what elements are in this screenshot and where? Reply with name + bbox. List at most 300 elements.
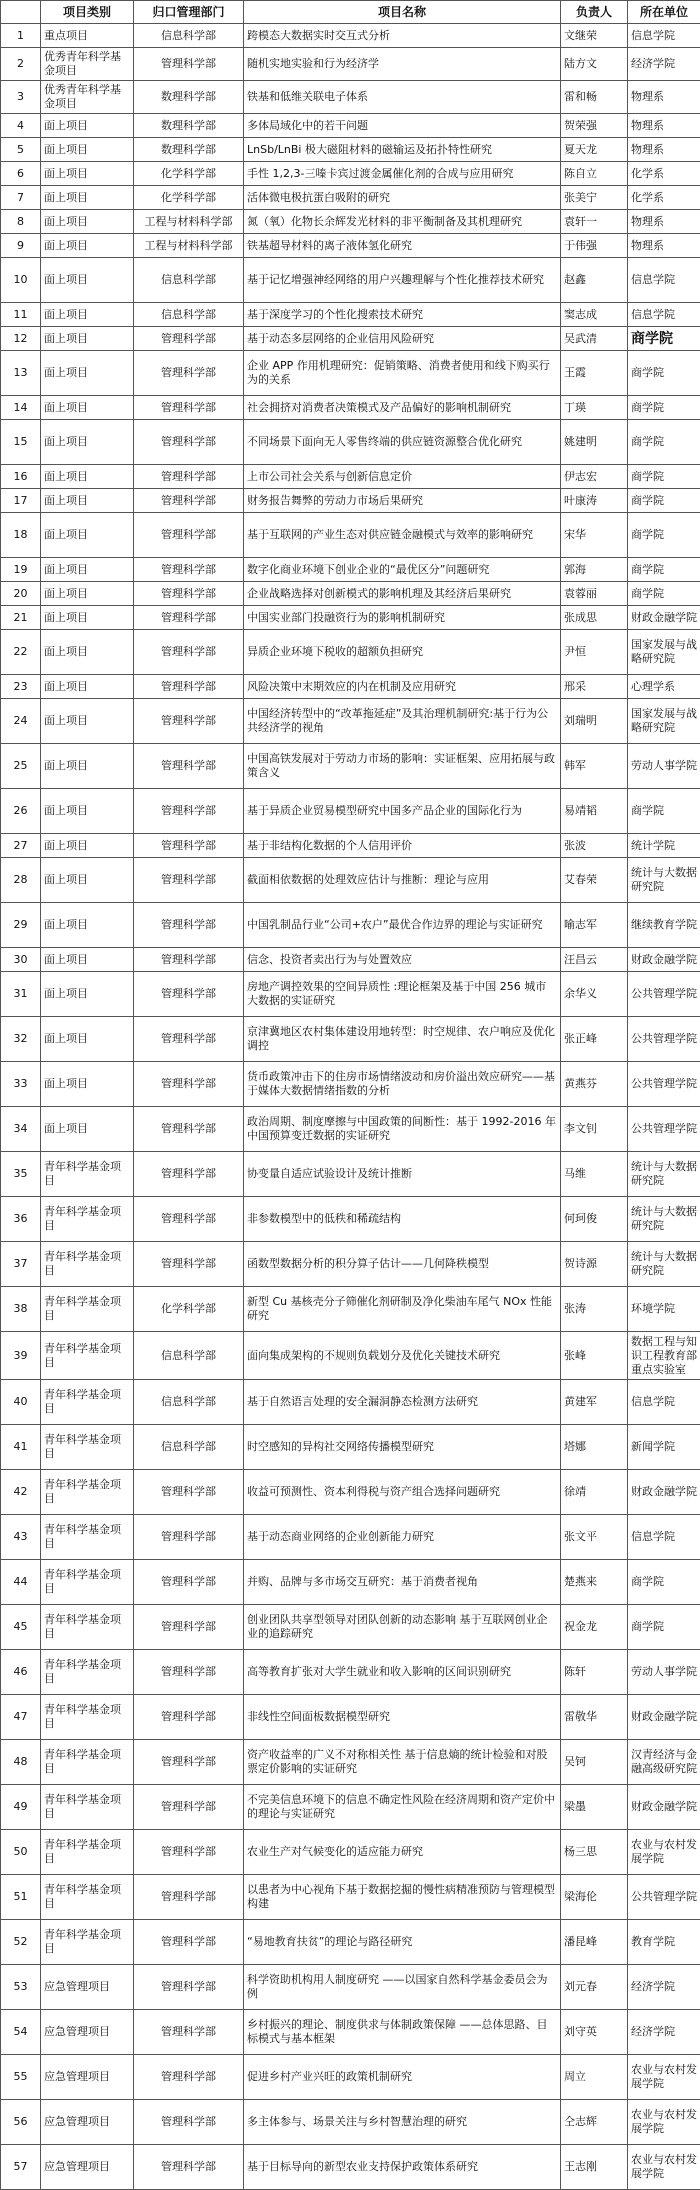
table-row xyxy=(1,186,700,210)
row-category: 面上项目 xyxy=(41,1062,134,1107)
row-project-name: 基于深度学习的个性化搜索技术研究 xyxy=(244,303,561,327)
row-category: 青年科学基金项目 xyxy=(41,1287,134,1332)
row-leader: 仝志辉 xyxy=(561,2100,628,2145)
row-unit: 公共管理学院 xyxy=(628,1107,700,1152)
row-unit: 农业与农村发展学院 xyxy=(628,2055,700,2100)
row-category: 应急管理项目 xyxy=(41,2100,134,2145)
row-category: 面上项目 xyxy=(41,138,134,162)
row-index: 15 xyxy=(1,420,41,465)
table-row xyxy=(1,114,700,138)
row-unit: 物理系 xyxy=(628,81,700,114)
row-department: 管理科学部 xyxy=(134,1515,244,1560)
row-index: 4 xyxy=(1,114,41,138)
row-category: 面上项目 xyxy=(41,789,134,834)
row-unit: 财政金融学院 xyxy=(628,606,700,630)
table-row xyxy=(1,489,700,513)
row-index: 51 xyxy=(1,1875,41,1920)
row-leader: 张成思 xyxy=(561,606,628,630)
row-department: 管理科学部 xyxy=(134,48,244,81)
row-project-name: 不同场景下面向无人零售终端的供应链资源整合优化研究 xyxy=(244,420,561,465)
row-category: 面上项目 xyxy=(41,903,134,948)
row-index: 21 xyxy=(1,606,41,630)
row-department: 管理科学部 xyxy=(134,1605,244,1650)
row-department: 管理科学部 xyxy=(134,558,244,582)
header-department: 归口管理部门 xyxy=(134,1,244,24)
row-category: 优秀青年科学基金项目 xyxy=(41,48,134,81)
row-project-name: 铁基和低维关联电子体系 xyxy=(244,81,561,114)
table-row xyxy=(1,1425,700,1470)
row-category: 面上项目 xyxy=(41,420,134,465)
row-department: 工程与材料科学部 xyxy=(134,234,244,258)
row-category: 青年科学基金项目 xyxy=(41,1242,134,1287)
row-unit: 财政金融学院 xyxy=(628,948,700,972)
row-unit: 劳动人事学院 xyxy=(628,1650,700,1695)
row-leader: 刘元春 xyxy=(561,1965,628,2010)
row-department: 管理科学部 xyxy=(134,858,244,903)
row-leader: 祝金龙 xyxy=(561,1605,628,1650)
row-leader: 艾春荣 xyxy=(561,858,628,903)
row-project-name: 新型 Cu 基核壳分子筛催化剂研制及净化柴油车尾气 NOx 性能研究 xyxy=(244,1287,561,1332)
row-project-name: 财务报告舞弊的劳动力市场后果研究 xyxy=(244,489,561,513)
row-project-name: 非参数模型中的低秩和稀疏结构 xyxy=(244,1197,561,1242)
row-index: 56 xyxy=(1,2100,41,2145)
row-category: 面上项目 xyxy=(41,114,134,138)
row-category: 应急管理项目 xyxy=(41,2010,134,2055)
row-leader: 塔娜 xyxy=(561,1425,628,1470)
row-department: 管理科学部 xyxy=(134,1965,244,2010)
row-index: 27 xyxy=(1,834,41,858)
row-index: 44 xyxy=(1,1560,41,1605)
row-department: 管理科学部 xyxy=(134,1062,244,1107)
table-row xyxy=(1,303,700,327)
row-unit: 统计与大数据研究院 xyxy=(628,1197,700,1242)
row-project-name: 协变量自适应试验设计及统计推断 xyxy=(244,1152,561,1197)
row-project-name: 异质企业环境下税收的超额负担研究 xyxy=(244,630,561,675)
row-project-name: 并购、品牌与多市场交互研究：基于消费者视角 xyxy=(244,1560,561,1605)
row-leader: 陆方文 xyxy=(561,48,628,81)
table-row xyxy=(1,81,700,114)
row-leader: 刘守英 xyxy=(561,2010,628,2055)
table-row xyxy=(1,327,700,351)
row-index: 28 xyxy=(1,858,41,903)
row-unit: 公共管理学院 xyxy=(628,1875,700,1920)
row-department: 管理科学部 xyxy=(134,699,244,744)
row-index: 35 xyxy=(1,1152,41,1197)
row-project-name: 面向集成架构的不规则负载划分及优化关键技术研究 xyxy=(244,1332,561,1380)
row-category: 面上项目 xyxy=(41,858,134,903)
row-index: 19 xyxy=(1,558,41,582)
row-leader: 于伟强 xyxy=(561,234,628,258)
row-department: 信息科学部 xyxy=(134,1380,244,1425)
row-category: 面上项目 xyxy=(41,489,134,513)
row-department: 管理科学部 xyxy=(134,1560,244,1605)
row-leader: 梁墨 xyxy=(561,1785,628,1830)
row-department: 管理科学部 xyxy=(134,1740,244,1785)
table-row xyxy=(1,258,700,303)
row-category: 面上项目 xyxy=(41,162,134,186)
row-leader: 李文钊 xyxy=(561,1107,628,1152)
table-row xyxy=(1,606,700,630)
row-department: 管理科学部 xyxy=(134,1017,244,1062)
row-unit: 商学院 xyxy=(628,420,700,465)
row-category: 应急管理项目 xyxy=(41,2055,134,2100)
row-department: 管理科学部 xyxy=(134,972,244,1017)
row-unit: 信息学院 xyxy=(628,1515,700,1560)
row-project-name: 高等教育扩张对大学生就业和收入影响的区间识别研究 xyxy=(244,1650,561,1695)
row-project-name: 基于非结构化数据的个人信用评价 xyxy=(244,834,561,858)
row-project-name: 多体局域化中的若干问题 xyxy=(244,114,561,138)
row-project-name: 基于目标导向的新型农业支持保护政策体系研究 xyxy=(244,2145,561,2190)
row-leader: 黄建军 xyxy=(561,1380,628,1425)
table-row xyxy=(1,744,700,789)
row-unit: 教育学院 xyxy=(628,1920,700,1965)
table-row xyxy=(1,1152,700,1197)
row-unit: 化学系 xyxy=(628,162,700,186)
row-leader: 张美宁 xyxy=(561,186,628,210)
row-leader: 陈轩 xyxy=(561,1650,628,1695)
row-leader: 宋华 xyxy=(561,513,628,558)
row-index: 16 xyxy=(1,465,41,489)
table-row xyxy=(1,972,700,1017)
header-index xyxy=(1,1,41,24)
row-unit: 物理系 xyxy=(628,210,700,234)
row-index: 38 xyxy=(1,1287,41,1332)
table-row xyxy=(1,210,700,234)
row-project-name: 随机实地实验和行为经济学 xyxy=(244,48,561,81)
row-unit: 商学院 xyxy=(628,351,700,396)
row-department: 管理科学部 xyxy=(134,582,244,606)
row-leader: 雷敬华 xyxy=(561,1695,628,1740)
table-row xyxy=(1,903,700,948)
row-unit: 物理系 xyxy=(628,138,700,162)
row-department: 工程与材料科学部 xyxy=(134,210,244,234)
row-leader: 徐靖 xyxy=(561,1470,628,1515)
row-leader: 张波 xyxy=(561,834,628,858)
row-project-name: 跨模态大数据实时交互式分析 xyxy=(244,24,561,48)
row-unit: 商学院 xyxy=(628,489,700,513)
row-category: 面上项目 xyxy=(41,948,134,972)
table-row xyxy=(1,420,700,465)
row-index: 40 xyxy=(1,1380,41,1425)
row-project-name: 京津冀地区农村集体建设用地转型：时空规律、农户响应及优化调控 xyxy=(244,1017,561,1062)
row-unit: 商学院 xyxy=(628,558,700,582)
row-department: 管理科学部 xyxy=(134,903,244,948)
row-project-name: 风险决策中末期效应的内在机制及应用研究 xyxy=(244,675,561,699)
row-department: 信息科学部 xyxy=(134,24,244,48)
row-leader: 邢采 xyxy=(561,675,628,699)
table-row xyxy=(1,1287,700,1332)
row-unit: 国家发展与战略研究院 xyxy=(628,699,700,744)
row-project-name: 氮（氧）化物长余辉发光材料的非平衡制备及其机理研究 xyxy=(244,210,561,234)
row-index: 50 xyxy=(1,1830,41,1875)
row-project-name: 铁基超导材料的离子液体氢化研究 xyxy=(244,234,561,258)
row-project-name: 截面相依数据的处理效应估计与推断：理论与应用 xyxy=(244,858,561,903)
row-leader: 王志刚 xyxy=(561,2145,628,2190)
row-index: 5 xyxy=(1,138,41,162)
row-category: 面上项目 xyxy=(41,558,134,582)
row-index: 2 xyxy=(1,48,41,81)
row-index: 39 xyxy=(1,1332,41,1380)
row-unit: 环境学院 xyxy=(628,1287,700,1332)
table-row xyxy=(1,582,700,606)
row-project-name: 基于动态商业网络的企业创新能力研究 xyxy=(244,1515,561,1560)
row-leader: 袁轩一 xyxy=(561,210,628,234)
row-category: 青年科学基金项目 xyxy=(41,1875,134,1920)
table-row xyxy=(1,1107,700,1152)
row-index: 52 xyxy=(1,1920,41,1965)
row-category: 青年科学基金项目 xyxy=(41,1380,134,1425)
row-project-name: 基于互联网的产业生态对供应链金融模式与效率的影响研究 xyxy=(244,513,561,558)
row-project-name: 多主体参与、场景关注与乡村智慧治理的研究 xyxy=(244,2100,561,2145)
table-row xyxy=(1,630,700,675)
row-project-name: 促进乡村产业兴旺的政策机制研究 xyxy=(244,2055,561,2100)
row-department: 管理科学部 xyxy=(134,2010,244,2055)
row-category: 青年科学基金项目 xyxy=(41,1515,134,1560)
row-leader: 贺荣强 xyxy=(561,114,628,138)
row-leader: 叶康涛 xyxy=(561,489,628,513)
row-unit: 统计与大数据研究院 xyxy=(628,1242,700,1287)
table-row xyxy=(1,834,700,858)
row-project-name: 科学资助机构用人制度研究 ——以国家自然科学基金委员会为例 xyxy=(244,1965,561,2010)
row-department: 信息科学部 xyxy=(134,303,244,327)
row-project-name: 函数型数据分析的积分算子估计——几何降秩模型 xyxy=(244,1242,561,1287)
row-unit: 商学院 xyxy=(628,789,700,834)
row-category: 面上项目 xyxy=(41,351,134,396)
row-category: 面上项目 xyxy=(41,234,134,258)
row-index: 31 xyxy=(1,972,41,1017)
row-department: 管理科学部 xyxy=(134,744,244,789)
row-department: 管理科学部 xyxy=(134,513,244,558)
table-row xyxy=(1,1017,700,1062)
row-leader: 张文平 xyxy=(561,1515,628,1560)
row-project-name: 企业 APP 作用机理研究：促销策略、消费者使用和线下购买行为的关系 xyxy=(244,351,561,396)
table-row xyxy=(1,513,700,558)
row-department: 管理科学部 xyxy=(134,1785,244,1830)
row-leader: 雷和畅 xyxy=(561,81,628,114)
table-row xyxy=(1,1332,700,1380)
row-index: 10 xyxy=(1,258,41,303)
row-unit: 商学院 xyxy=(628,465,700,489)
row-index: 11 xyxy=(1,303,41,327)
row-department: 化学科学部 xyxy=(134,162,244,186)
row-unit: 商学院 xyxy=(628,582,700,606)
row-leader: 余华义 xyxy=(561,972,628,1017)
row-department: 管理科学部 xyxy=(134,1470,244,1515)
row-index: 25 xyxy=(1,744,41,789)
row-index: 20 xyxy=(1,582,41,606)
row-project-name: 社会拥挤对消费者决策模式及产品偏好的影响机制研究 xyxy=(244,396,561,420)
row-category: 青年科学基金项目 xyxy=(41,1740,134,1785)
row-department: 数理科学部 xyxy=(134,138,244,162)
header-unit: 所在单位 xyxy=(628,1,700,24)
header-category: 项目类别 xyxy=(41,1,134,24)
row-unit: 信息学院 xyxy=(628,303,700,327)
row-index: 9 xyxy=(1,234,41,258)
table-row xyxy=(1,138,700,162)
row-project-name: 乡村振兴的理论、制度供求与体制政策保障 ——总体思路、目标模式与基本框架 xyxy=(244,2010,561,2055)
row-index: 36 xyxy=(1,1197,41,1242)
row-unit: 物理系 xyxy=(628,234,700,258)
row-unit: 数据工程与知识工程教育部重点实验室 xyxy=(628,1332,700,1380)
table-row xyxy=(1,699,700,744)
row-department: 管理科学部 xyxy=(134,1695,244,1740)
row-category: 面上项目 xyxy=(41,630,134,675)
row-category: 面上项目 xyxy=(41,606,134,630)
row-department: 管理科学部 xyxy=(134,1242,244,1287)
row-leader: 王霞 xyxy=(561,351,628,396)
row-unit: 商学院 xyxy=(628,327,700,351)
row-project-name: 活体微电极抗蛋白吸附的研究 xyxy=(244,186,561,210)
row-category: 面上项目 xyxy=(41,744,134,789)
row-leader: 吴钶 xyxy=(561,1740,628,1785)
row-leader: 喻志军 xyxy=(561,903,628,948)
row-leader: 窦志成 xyxy=(561,303,628,327)
row-category: 青年科学基金项目 xyxy=(41,1197,134,1242)
row-index: 41 xyxy=(1,1425,41,1470)
row-department: 管理科学部 xyxy=(134,789,244,834)
row-index: 55 xyxy=(1,2055,41,2100)
table-row xyxy=(1,2010,700,2055)
row-unit: 国家发展与战略研究院 xyxy=(628,630,700,675)
row-leader: 何珂俊 xyxy=(561,1197,628,1242)
row-department: 管理科学部 xyxy=(134,1875,244,1920)
row-leader: 袁蓉丽 xyxy=(561,582,628,606)
table-row xyxy=(1,1242,700,1287)
row-category: 面上项目 xyxy=(41,210,134,234)
row-unit: 财政金融学院 xyxy=(628,1695,700,1740)
row-category: 面上项目 xyxy=(41,675,134,699)
table-row xyxy=(1,558,700,582)
row-department: 管理科学部 xyxy=(134,489,244,513)
row-index: 48 xyxy=(1,1740,41,1785)
row-category: 面上项目 xyxy=(41,972,134,1017)
row-leader: 张正峰 xyxy=(561,1017,628,1062)
row-project-name: “易地教育扶贫”的理论与路径研究 xyxy=(244,1920,561,1965)
row-unit: 商学院 xyxy=(628,396,700,420)
row-project-name: 企业战略选择对创新模式的影响机理及其经济后果研究 xyxy=(244,582,561,606)
row-project-name: 基于自然语言处理的安全漏洞静态检测方法研究 xyxy=(244,1380,561,1425)
row-leader: 吴武清 xyxy=(561,327,628,351)
row-project-name: 政治周期、制度摩擦与中国政策的间断性：基于 1992-2016 年中国预算变迁数据的实证研究 xyxy=(244,1107,561,1152)
row-index: 32 xyxy=(1,1017,41,1062)
table-row xyxy=(1,1197,700,1242)
row-index: 26 xyxy=(1,789,41,834)
row-unit: 财政金融学院 xyxy=(628,1785,700,1830)
row-project-name: 基于动态多层网络的企业信用风险研究 xyxy=(244,327,561,351)
row-unit: 公共管理学院 xyxy=(628,1062,700,1107)
row-leader: 刘瑞明 xyxy=(561,699,628,744)
row-category: 青年科学基金项目 xyxy=(41,1470,134,1515)
row-category: 青年科学基金项目 xyxy=(41,1920,134,1965)
row-unit: 商学院 xyxy=(628,513,700,558)
row-leader: 张涛 xyxy=(561,1287,628,1332)
row-unit: 财政金融学院 xyxy=(628,1470,700,1515)
row-unit: 物理系 xyxy=(628,114,700,138)
row-unit: 统计与大数据研究院 xyxy=(628,858,700,903)
row-category: 面上项目 xyxy=(41,396,134,420)
row-department: 管理科学部 xyxy=(134,465,244,489)
row-leader: 姚建明 xyxy=(561,420,628,465)
row-unit: 商学院 xyxy=(628,1560,700,1605)
row-category: 青年科学基金项目 xyxy=(41,1695,134,1740)
row-unit: 农业与农村发展学院 xyxy=(628,2145,700,2190)
row-project-name: 资产收益率的广义不对称相关性 基于信息熵的统计检验和对股票定价影响的实证研究 xyxy=(244,1740,561,1785)
row-department: 管理科学部 xyxy=(134,1107,244,1152)
row-department: 管理科学部 xyxy=(134,1830,244,1875)
table-row xyxy=(1,675,700,699)
table-row xyxy=(1,1650,700,1695)
table-row xyxy=(1,2055,700,2100)
row-index: 12 xyxy=(1,327,41,351)
row-category: 青年科学基金项目 xyxy=(41,1830,134,1875)
row-category: 面上项目 xyxy=(41,699,134,744)
row-unit: 继续教育学院 xyxy=(628,903,700,948)
row-department: 管理科学部 xyxy=(134,396,244,420)
row-project-name: 信念、投资者卖出行为与处置效应 xyxy=(244,948,561,972)
row-leader: 郭海 xyxy=(561,558,628,582)
row-category: 青年科学基金项目 xyxy=(41,1785,134,1830)
row-category: 青年科学基金项目 xyxy=(41,1650,134,1695)
row-project-name: 中国经济转型中的“改革拖延症”及其治理机制研究:基于行为公共经济学的视角 xyxy=(244,699,561,744)
row-department: 信息科学部 xyxy=(134,1332,244,1380)
row-index: 57 xyxy=(1,2145,41,2190)
row-unit: 经济学院 xyxy=(628,2010,700,2055)
row-unit: 公共管理学院 xyxy=(628,972,700,1017)
row-department: 管理科学部 xyxy=(134,1650,244,1695)
row-unit: 化学系 xyxy=(628,186,700,210)
row-unit: 经济学院 xyxy=(628,1965,700,2010)
row-project-name: 创业团队共享型领导对团队创新的动态影响 基于互联网创业企业的追踪研究 xyxy=(244,1605,561,1650)
row-category: 面上项目 xyxy=(41,303,134,327)
row-leader: 周立 xyxy=(561,2055,628,2100)
table-header-row xyxy=(1,1,700,24)
row-leader: 赵鑫 xyxy=(561,258,628,303)
row-index: 53 xyxy=(1,1965,41,2010)
row-index: 17 xyxy=(1,489,41,513)
table-row xyxy=(1,1560,700,1605)
row-department: 管理科学部 xyxy=(134,1920,244,1965)
row-unit: 公共管理学院 xyxy=(628,1017,700,1062)
row-unit: 经济学院 xyxy=(628,48,700,81)
row-project-name: 收益可预测性、资本利得税与资产组合选择问题研究 xyxy=(244,1470,561,1515)
table-row xyxy=(1,1920,700,1965)
row-unit: 劳动人事学院 xyxy=(628,744,700,789)
row-category: 青年科学基金项目 xyxy=(41,1152,134,1197)
table-row xyxy=(1,162,700,186)
table-row xyxy=(1,396,700,420)
row-leader: 陈自立 xyxy=(561,162,628,186)
table-row xyxy=(1,48,700,81)
row-leader: 伊志宏 xyxy=(561,465,628,489)
row-department: 管理科学部 xyxy=(134,351,244,396)
table-row xyxy=(1,1695,700,1740)
row-index: 33 xyxy=(1,1062,41,1107)
table-row xyxy=(1,858,700,903)
row-category: 青年科学基金项目 xyxy=(41,1332,134,1380)
row-index: 46 xyxy=(1,1650,41,1695)
row-leader: 夏天龙 xyxy=(561,138,628,162)
row-department: 数理科学部 xyxy=(134,81,244,114)
row-category: 应急管理项目 xyxy=(41,1965,134,2010)
row-project-name: 房地产调控效果的空间异质性 :理论框架及基于中国 256 城市大数据的实证研究 xyxy=(244,972,561,1017)
row-index: 3 xyxy=(1,81,41,114)
row-unit: 心理学系 xyxy=(628,675,700,699)
row-index: 34 xyxy=(1,1107,41,1152)
row-index: 24 xyxy=(1,699,41,744)
row-category: 面上项目 xyxy=(41,582,134,606)
row-unit: 新闻学院 xyxy=(628,1425,700,1470)
row-index: 54 xyxy=(1,2010,41,2055)
